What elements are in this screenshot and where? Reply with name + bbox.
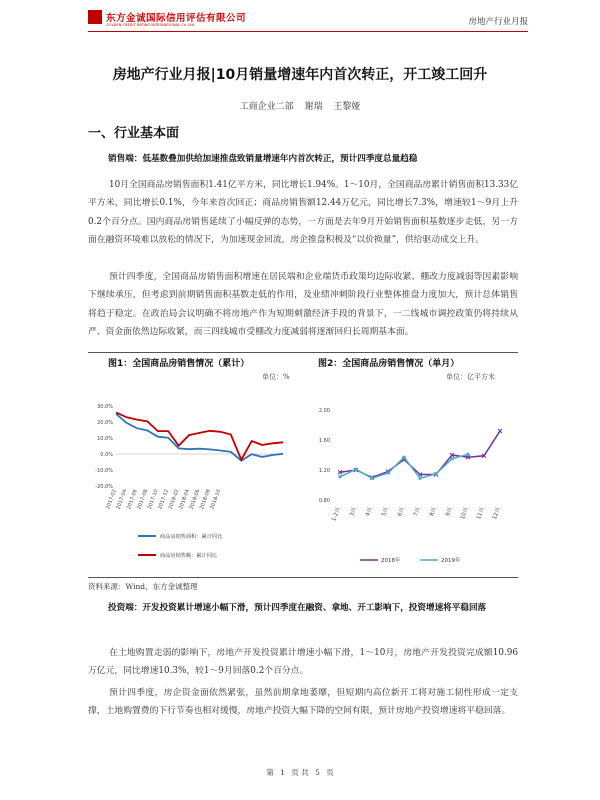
x-tick-label: 2018-06: [188, 488, 202, 511]
x-tick-label: 7月: [413, 506, 422, 518]
logo-mark-icon: [88, 10, 102, 24]
figure-bottom-rule: [88, 577, 518, 578]
legend-label: 商品房销售额：累计同比: [160, 553, 218, 559]
page-header: [88, 10, 528, 32]
y-tick-label: 0.80: [318, 498, 330, 504]
x-tick-label: 2018-02: [167, 488, 181, 511]
x-tick-label: 2017-10: [146, 488, 160, 511]
legend-label: 商品房销售面积：累计同比: [160, 534, 223, 540]
sales-forecast-paragraph: 预计四季度，全国商品房销售面积增速在居民端和企业端货币政策均边际收紧、棚改力度减弱等因素影响下继续承压，但考虑到前期销售面积基数走低的作用，及业绩冲刺阶段行业整体推盘力度加大，预计总体销售将趋于稳定。在政治局会议明确不将房地产作为短期刺激经济手段的背景下，一二线城市调控政策仍将持续从严、资金面依然边际收紧，而三四线城市受棚改力度减弱将逐渐回归长周期基本面。: [88, 272, 518, 337]
data-point-marker: [498, 429, 502, 433]
y-tick-label: 1.60: [318, 438, 330, 444]
x-tick-label: 2017-08: [136, 488, 150, 511]
section-heading: 一、行业基本面: [88, 126, 180, 141]
author-name: 王黎娅: [333, 102, 361, 112]
y-tick-label: -20.0%: [95, 484, 113, 490]
x-tick-label: 3月: [349, 506, 358, 518]
monthly-sales-chart: [300, 382, 518, 574]
data-point-marker: [339, 475, 342, 478]
y-tick-label: 0.0%: [100, 452, 113, 458]
x-tick-label: 6月: [397, 506, 406, 518]
data-point-marker: [371, 477, 374, 480]
y-tick-label: -10.0%: [95, 468, 113, 474]
x-tick-label: 10月: [459, 506, 470, 521]
x-tick-label: 12月: [491, 506, 502, 521]
department: 工商企业二部: [239, 102, 294, 112]
report-type: 房地产行业月报: [468, 17, 528, 27]
data-point-marker: [387, 472, 390, 475]
sales-summary: 销售端：低基数叠加供给加速推盘致销量增速年内首次转正，预计四季度总量趋稳: [108, 154, 418, 164]
logo-text: 东方金诚国际信用评估有限公司: [106, 13, 247, 24]
x-tick-label: 2017-12: [157, 488, 171, 511]
page-number: 1: [280, 768, 285, 777]
data-point-marker: [435, 472, 438, 475]
page-label: 第: [266, 768, 274, 777]
legend-label: 2018年: [381, 558, 401, 564]
series-line-1: [340, 431, 500, 478]
x-tick-label: 4月: [365, 506, 374, 518]
x-tick-label: 9月: [445, 506, 454, 518]
y-tick-label: 10.0%: [97, 436, 113, 442]
x-tick-label: 2018-08: [199, 488, 212, 511]
data-point-marker: [467, 453, 470, 456]
x-tick-label: 2018-10: [209, 488, 223, 511]
x-tick-label: 2018-04: [178, 488, 191, 511]
data-point-marker: [451, 457, 454, 460]
authors: [0, 99, 600, 112]
x-tick-label: 2017-02: [105, 488, 118, 511]
total-pages: 5: [315, 768, 320, 777]
investment-summary: 投资端：开发投资累计增速小幅下滑，预计四季度在融资、拿地、开工影响下，投资增速将平稳回落: [108, 603, 487, 613]
y-tick-label: 2.00: [318, 408, 330, 414]
y-tick-label: 1.20: [318, 468, 330, 474]
x-tick-label: 8月: [429, 506, 438, 518]
figure1-unit: 单位：%: [262, 373, 290, 381]
figure2-unit: 单位：亿平方米: [446, 373, 495, 381]
author-name: 谢瑞: [304, 102, 323, 112]
figure2-title: 图2：全国商品房销售情况（单月）: [318, 359, 460, 369]
x-tick-label: 2017-04: [115, 488, 129, 511]
series-line-2: [116, 412, 283, 459]
x-tick-label: 5月: [381, 506, 390, 518]
report-title: 房地产行业月报|10月销量增速年内首次转正，开工竣工回升: [112, 67, 488, 83]
sales-paragraph: 10月全国商品房销售面积1.41亿平方米，同比增长1.94%。1～10月，全国商品房累计销售面积13.33亿平方米，同比增长0.1%，今年来首次回正；商品房销售额12.44万亿元，同比增长7.3%，增速较1～9月上升0.2个百分点。国内商品房销售延续了小幅反弹的态势，一方面是去年9月开始销售面积基数逐步走低，另一方面在融资环境难以放松的情况下，为加速现金回流，房企推盘积极及“以价换量”，供给驱动成交上升。: [88, 180, 518, 245]
data-point-marker: [355, 468, 358, 471]
page-footer: [0, 767, 600, 778]
y-tick-label: 20.0%: [97, 420, 113, 426]
x-tick-label: 2017-06: [125, 488, 139, 511]
x-tick-label: 1-2月: [331, 506, 342, 523]
logo-english-text: GOLDEN CREDIT RATING INTERNATIONAL Co.,Ltd.: [106, 23, 196, 27]
data-source: 资料来源：Wind，东方金诚整理: [88, 582, 198, 591]
company-logo: [88, 10, 246, 24]
y-tick-label: 30.0%: [97, 404, 113, 410]
page-end-label: 页: [326, 768, 334, 777]
data-point-marker: [403, 456, 406, 459]
figure1-title: 图1：全国商品房销售情况（累计）: [108, 359, 250, 369]
investment-forecast-paragraph: 预计四季度，房企资金面依然紧张，虽然前期拿地萎靡，但短期内高位新开工将对施工韧性形成一定支撑，土地购置费的下行节奏也相对缓慢，房地产投资大幅下降的空间有限，预计房地产投资增速将平稳回落。: [88, 688, 518, 717]
data-point-marker: [419, 477, 422, 480]
x-tick-label: 11月: [475, 506, 486, 521]
investment-paragraph: 在土地购置走弱的影响下，房地产开发投资累计增速小幅下滑，1～10月，房地产开发投资完成额10.96万亿元，同比增速10.3%，较1～9月回落0.2个百分点。: [88, 648, 518, 677]
page-mid-label: 页 共: [291, 768, 309, 777]
legend-label: 2019年: [441, 558, 461, 564]
cumulative-sales-chart: [88, 382, 293, 574]
figure-top-rule: [88, 352, 518, 353]
